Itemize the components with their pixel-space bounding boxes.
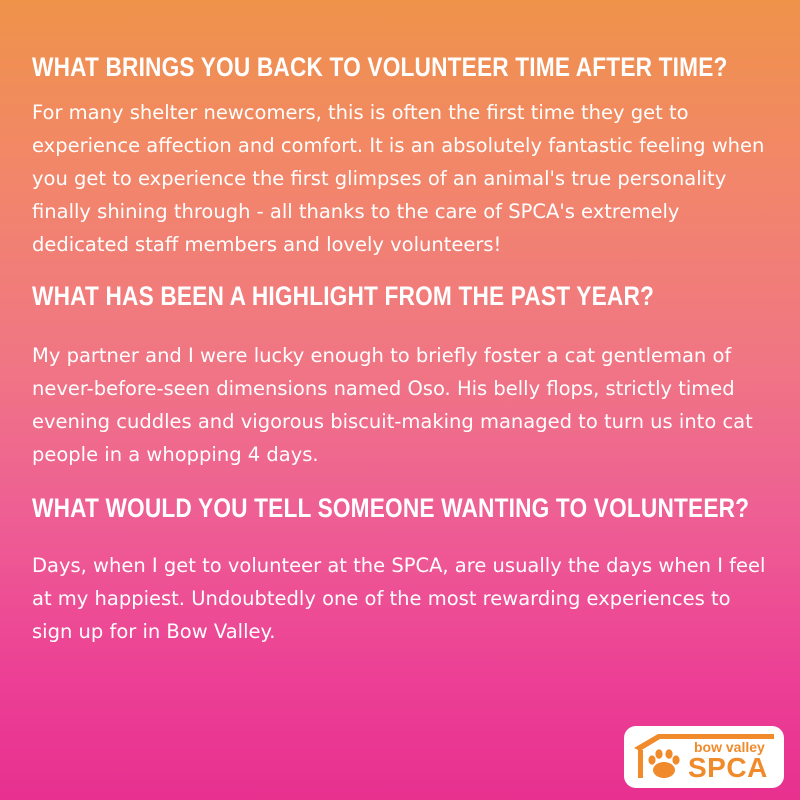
answer-paragraph-1: For many shelter newcomers, this is often the first time they get to experience affection and comfort. It is an absolutely fantastic feeling when you get to experience the first glimpses of an animal's true personality finally shining through - all thanks to the care of SPCA's extremely dedicated staff members and lovely volunteers! xyxy=(32,101,765,256)
question-heading-1: WHAT BRINGS YOU BACK TO VOLUNTEER TIME AFTER TIME? xyxy=(32,52,728,82)
question-heading-2: WHAT HAS BEEN A HIGHLIGHT FROM THE PAST YEAR? xyxy=(32,281,655,311)
logo-main-text: SPCA xyxy=(688,752,768,783)
logo-top-text: bow valley xyxy=(694,739,765,755)
answer-paragraph-2: My partner and I were lucky enough to briefly foster a cat gentleman of never-before-seen dimensions named Oso. His belly flops, strictly timed evening cuddles and vigorous biscuit-making managed to turn us into cat people in a whopping 4 days. xyxy=(32,344,753,466)
question-heading-3: WHAT WOULD YOU TELL SOMEONE WANTING TO VOLUNTEER? xyxy=(32,493,750,523)
answer-paragraph-3: Days, when I get to volunteer at the SPCA, are usually the days when I feel at my happiest. Undoubtedly one of the most rewarding experiences to sign up for in Bow Valley. xyxy=(32,554,766,643)
qa-content xyxy=(32,50,780,648)
bow-valley-spca-logo xyxy=(624,726,784,788)
